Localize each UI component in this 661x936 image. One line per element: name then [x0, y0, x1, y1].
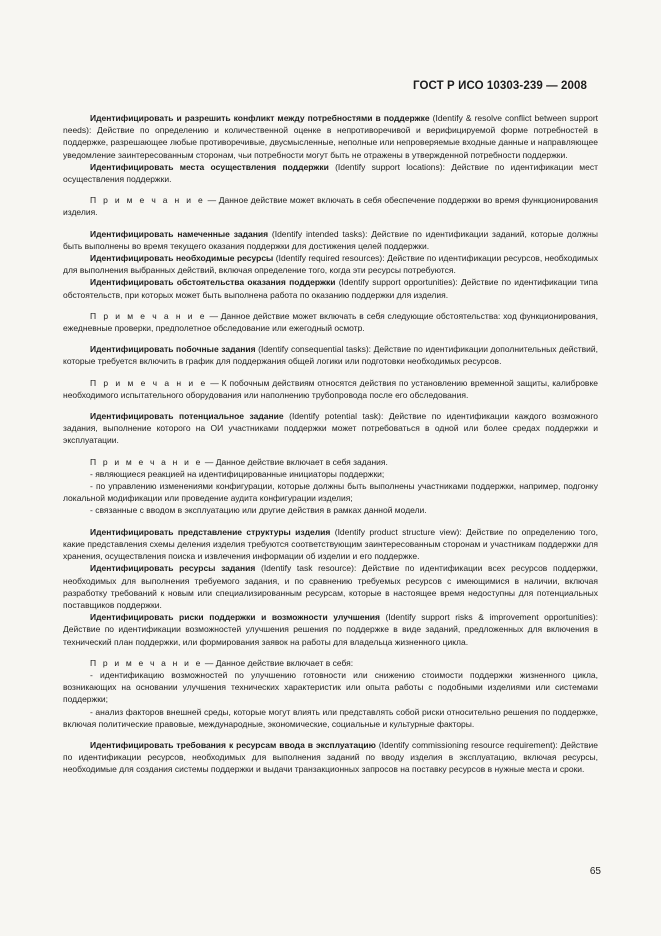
definition: (Identify potential task): Действие по идентификации каждого возможного задания, выполнение которого на ОИ участниками поддержки может потребоваться в одной или более средах поддержки и эксплуатации. [63, 411, 599, 446]
list-item: - являющиеся реакцией на идентифицированные инициаторы поддержки; [90, 468, 385, 479]
definition: (Identify product structure view): Действие по определению того, какие представления схемы деления изделия требуются соответствующим заинтересованным сторонам и участникам поддержки для хранения, осуществления поиска и извлечения информации об изделии и его поддержке. [63, 526, 598, 562]
term: Идентифицировать риски поддержки и возможности улучшения [90, 612, 380, 623]
document-body [63, 112, 598, 776]
note-text: — Данное действие включает в себя задания. [202, 456, 388, 467]
definition: (Identify support risks & improvement opportunities): Действие по идентификации возможностей улучшения решения по поддержке в виде заданий, предложенных для включения в технический план поддержки, или формирования заявок на работы для владельца жизненного цикла. [63, 612, 598, 647]
note [63, 377, 598, 401]
note-label: П р и м е ч а н и е [90, 657, 203, 668]
paragraph [63, 276, 598, 300]
list-item: - анализ факторов внешней среды, которые могут влиять или представлять собой риски относительно решения по поддержке, включая политические правовые, международные, экономические, социальные и культурные факторы. [63, 706, 598, 729]
term: Идентифицировать и разрешить конфликт между потребностями в поддержке [90, 113, 430, 123]
list-item: - идентификацию возможностей по улучшению готовности или снижению стоимости поддержки жизненного цикла, возникающих на основании улучшения технических характеристик или опыта работы с подобными изделиями или системами поддержки; [63, 669, 598, 705]
definition: (Identify task resource): Действие по идентификации всех ресурсов поддержки, необходимых для выполнения требуемого задания, и по сравнению требуемых ресурсов с имеющимися в наличии, включая разработку требований к новым или специализированным ресурсам, которые в настоящее время недоступны для потенциальных поставщиков поддержки. [63, 563, 598, 610]
list-item: - связанные с вводом в эксплуатацию или другие действия в рамках данной модели. [90, 505, 427, 516]
definition: (Identify commissioning resource requirement): Действие по идентификации ресурсов, необходимых для выполнения заданий по вводу изделия в эксплуатацию, включая ресурсы, необходимые для создания системы поддержки и выдачи транзакционных запросов на поставку ресурсов в нужные места и сроки. [63, 739, 599, 775]
definition: (Identify support locations): Действие по идентификации мест осуществления поддержки. [63, 161, 598, 185]
term: Идентифицировать потенциальное задание [90, 411, 284, 422]
term: Идентифицировать представление структуры изделия [90, 526, 331, 537]
definition: (Identify consequential tasks): Действие по идентификации дополнительных действий, которые требуется включить в график для поддержания общей логики или подготовки необходимых ресурсов. [63, 344, 598, 367]
paragraph [63, 562, 598, 611]
note-label: П р и м е ч а н и е [90, 310, 207, 321]
document-header: ГОСТ Р ИСО 10303-239 — 2008 [412, 80, 587, 92]
definition: (Identify intended tasks): Действие по идентификации заданий, которые должны быть выполнены во время текущего оказания поддержки для достижения целей поддержки. [63, 228, 598, 251]
page-number: 65 [589, 866, 601, 877]
paragraph [63, 343, 598, 367]
paragraph [63, 228, 598, 252]
note [63, 456, 598, 468]
definition: (Identify & resolve conflict between support needs): Действие по определению и количественной оценке в непротиворечивой и верифицируемой форме потребностей в поддержке, разрешающее любые противоречивые, двусмысленные, неполные или непроверяемые входные данные и направляющее уведомление заинтересованным сторонам, чьи потребности могут быть не отражены в утвержденной потребности поддержки. [63, 113, 599, 160]
list-item: - по управлению изменениями конфигурации, которые должны быть выполнены участниками поддержки, например, подгонку локальной модификации или проведение аудита конфигурации изделия; [63, 481, 598, 504]
term: Идентифицировать необходимые ресурсы [90, 253, 274, 264]
term: Идентифицировать ресурсы задания [90, 563, 256, 574]
term: Идентифицировать обстоятельства оказания поддержки [90, 277, 336, 288]
term: Идентифицировать требования к ресурсам ввода в эксплуатацию [90, 739, 376, 750]
term: Идентифицировать побочные задания [90, 344, 256, 355]
definition: (Identify support opportunities): Действие по идентификации типа обстоятельств, при которых может быть выполнена работа по оказанию поддержки для изделия. [63, 277, 598, 300]
note-label: П р и м е ч а н и е [90, 195, 205, 206]
note-label: П р и м е ч а н и е [90, 456, 203, 467]
paragraph [63, 410, 598, 447]
paragraph [63, 112, 598, 161]
paragraph [63, 739, 598, 776]
paragraph [63, 161, 598, 185]
note-text: — К побочным действиям относятся действия по установлению временной защиты, калибровке необходимого испытательного оборудования или наполнению трубопровода после его обследования. [63, 377, 598, 400]
term: Идентифицировать места осуществления поддержки [90, 161, 329, 172]
note-text: — Данное действие может включать в себя следующие обстоятельства: ход функционирования, ежедневные проверки, предполетное обследование или ежегодный осмотр. [63, 310, 598, 334]
note [63, 194, 598, 218]
note-text: — Данное действие может включать в себя обеспечение поддержки во время функционирования изделия. [63, 195, 598, 218]
note [63, 657, 598, 669]
note-label: П р и м е ч а н и е [90, 377, 208, 388]
note-text: — Данное действие включает в себя: [202, 657, 354, 668]
note [63, 310, 598, 334]
paragraph [63, 252, 598, 276]
paragraph [63, 611, 598, 648]
paragraph [63, 526, 598, 563]
definition: (Identify required resources): Действие по идентификации ресурсов, необходимых для выполнения выбранных действий, включая определение того, когда эти ресурсы потребуются. [63, 253, 598, 276]
term: Идентифицировать намеченные задания [90, 228, 269, 239]
